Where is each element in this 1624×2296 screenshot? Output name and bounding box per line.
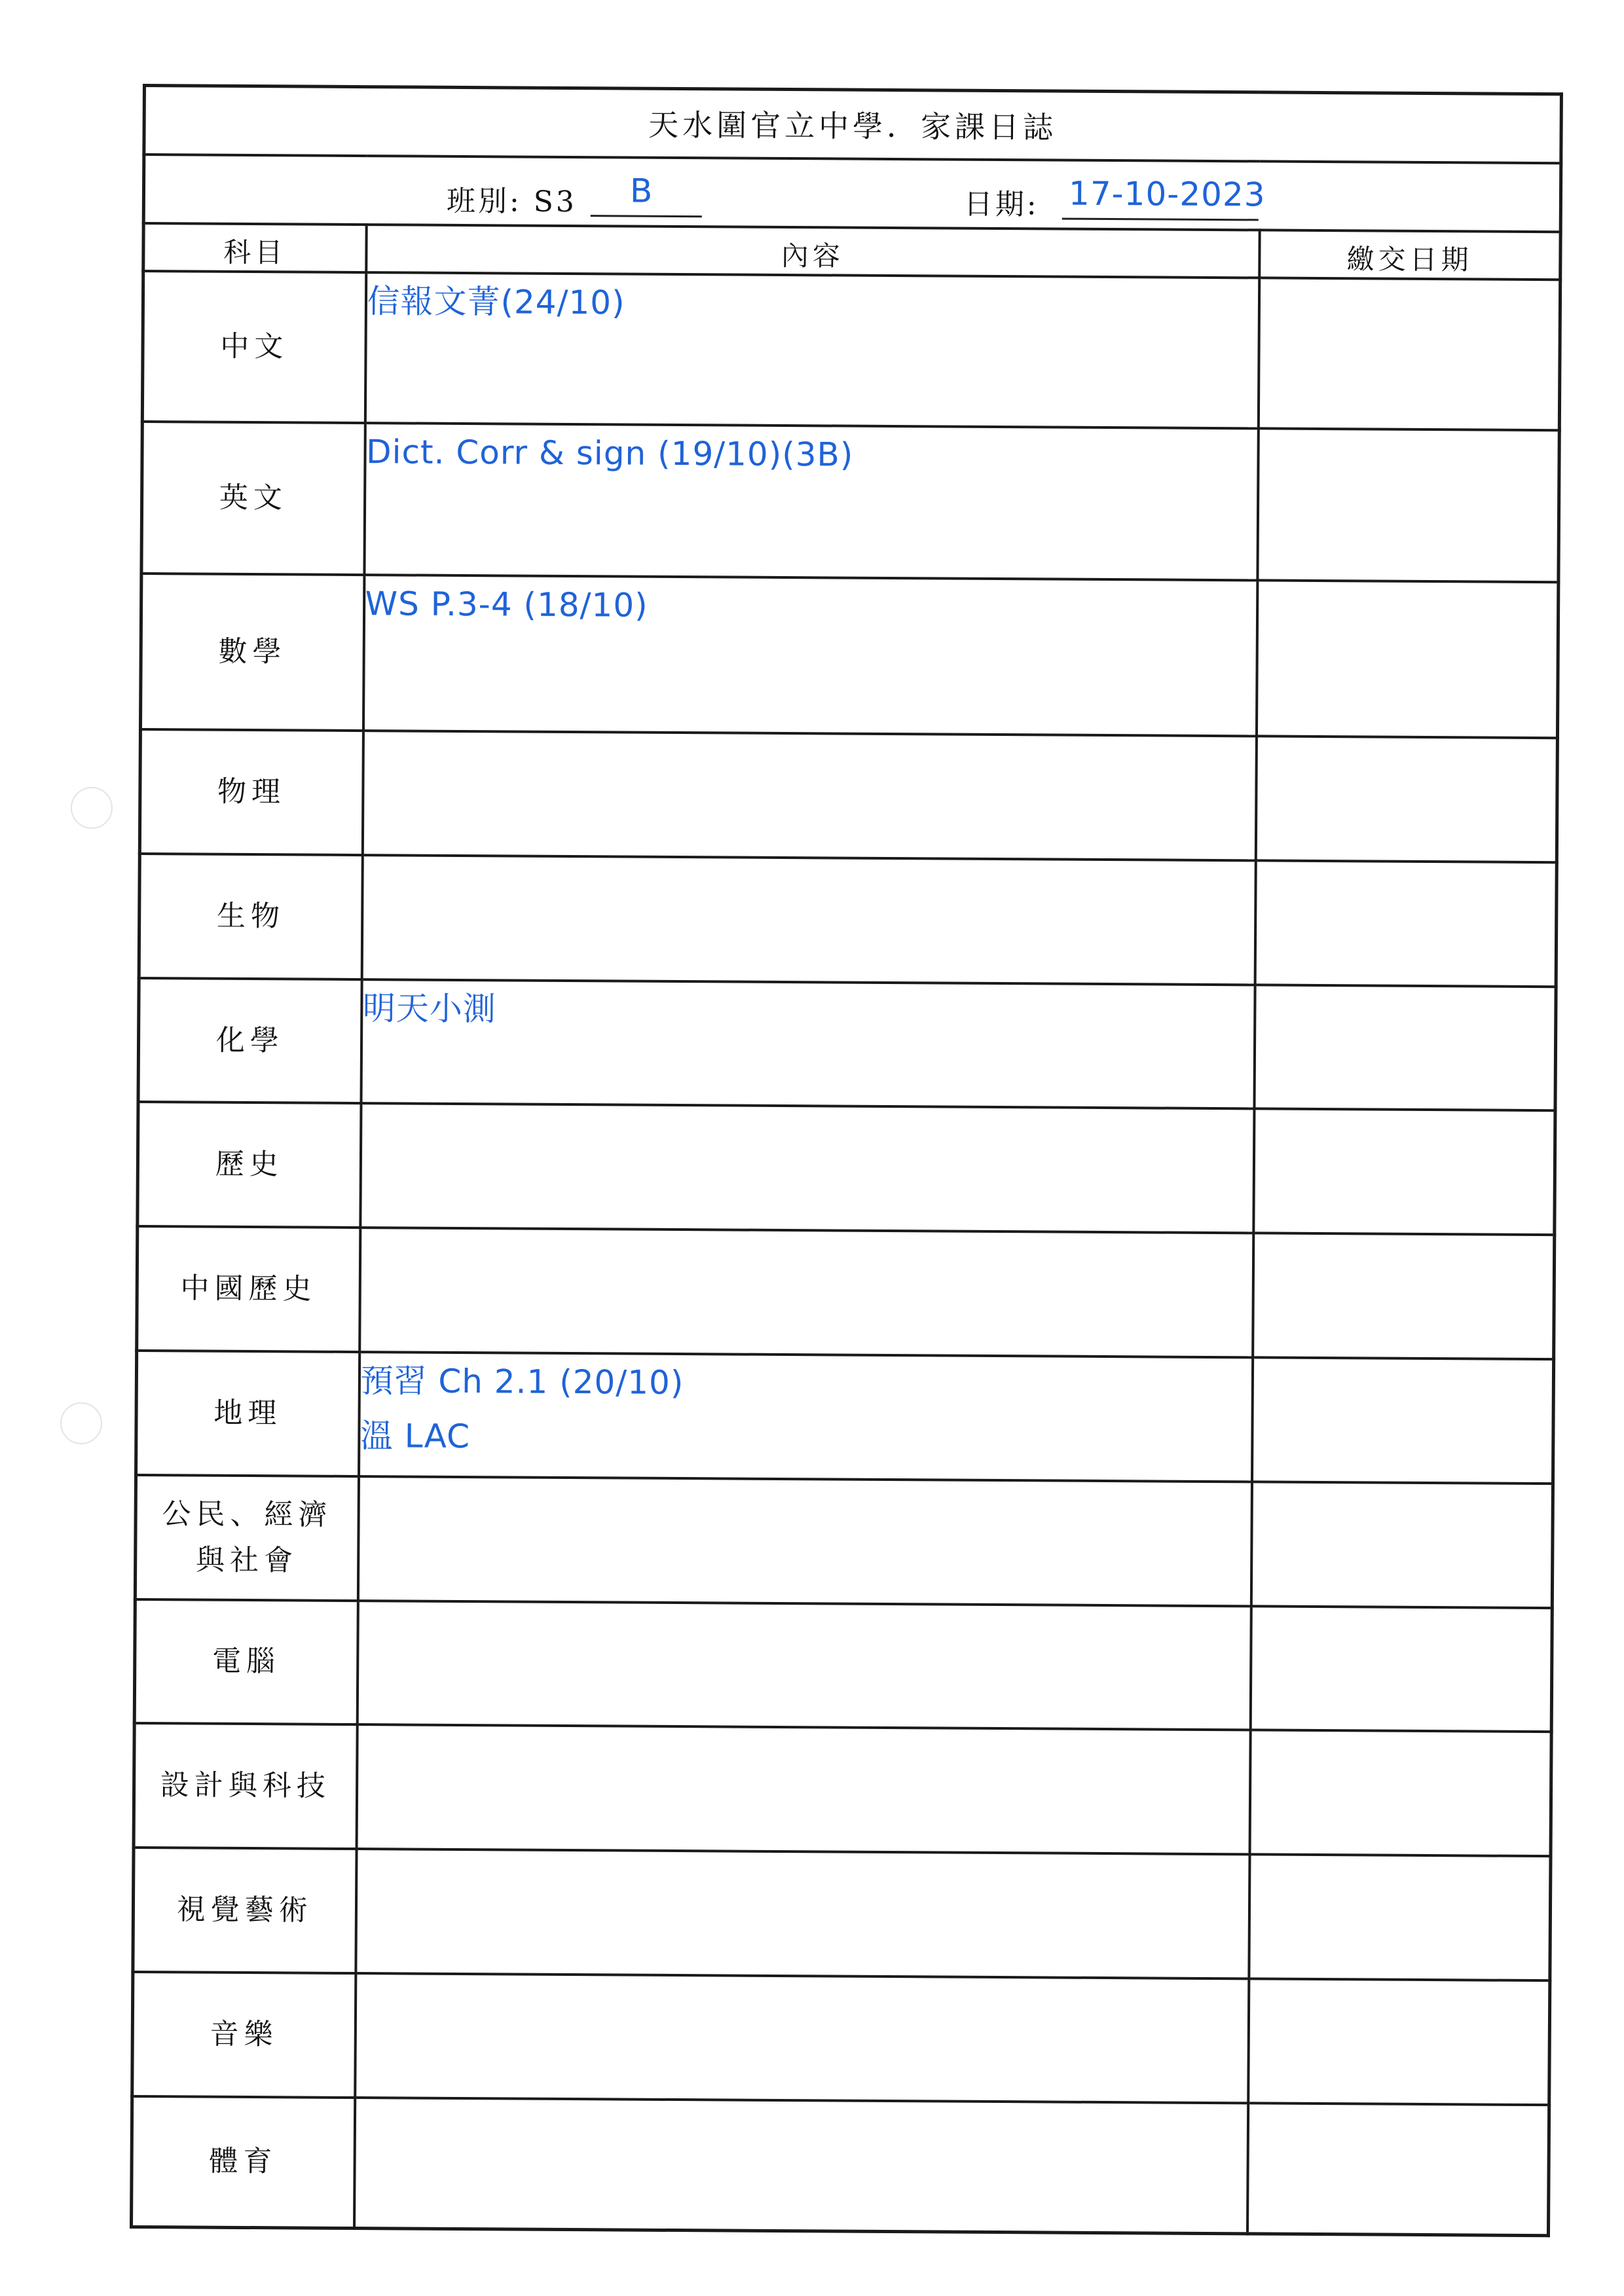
homework-entry: 信報文菁(24/10)	[367, 282, 625, 322]
homework-content-cell	[357, 1601, 1251, 1730]
homework-content-cell	[360, 1104, 1254, 1233]
punch-hole-mark	[71, 787, 113, 829]
subject-name: 音樂	[132, 1972, 356, 2098]
table-row	[141, 422, 1559, 582]
class-value: B	[629, 172, 654, 210]
date-underline	[1062, 218, 1259, 221]
homework-entry: WS P.3-4 (18/10)	[365, 585, 648, 625]
homework-content-cell	[364, 423, 1258, 580]
subject-name: 體育	[132, 2096, 355, 2229]
homework-content-cell	[355, 1973, 1249, 2103]
column-header-subject: 科目	[143, 223, 366, 272]
due-date-cell	[1258, 278, 1560, 430]
table-row	[133, 1848, 1551, 1980]
due-date-cell	[1256, 580, 1558, 738]
table-row	[138, 1102, 1555, 1235]
diary-title: 天水圍官立中學．家課日誌	[144, 86, 1562, 164]
table-row	[136, 1351, 1554, 1484]
class-underline	[591, 215, 702, 217]
homework-content-cell	[359, 1352, 1253, 1482]
subject-name: 物理	[139, 729, 363, 855]
due-date-cell	[1251, 1482, 1553, 1608]
due-date-cell	[1249, 1730, 1551, 1857]
due-date-cell	[1251, 1357, 1553, 1484]
subject-name: 視覺藝術	[133, 1848, 356, 1973]
table-row	[139, 854, 1557, 987]
homework-content-cell	[358, 1476, 1251, 1606]
homework-content-cell	[363, 575, 1257, 737]
table-row	[134, 1599, 1552, 1732]
subject-name: 中文	[142, 271, 365, 423]
subject-name: 生物	[139, 854, 362, 979]
homework-content-cell	[361, 855, 1255, 985]
subject-name: 英文	[141, 422, 365, 575]
table-row	[132, 1972, 1550, 2105]
due-date-cell	[1248, 1978, 1550, 2105]
table-row	[139, 729, 1557, 862]
due-date-cell	[1257, 428, 1559, 582]
homework-content-cell	[356, 1724, 1250, 1854]
subject-rows	[132, 271, 1560, 2236]
due-date-cell	[1247, 2103, 1549, 2236]
homework-diary-table	[130, 84, 1563, 2237]
table-row	[134, 1723, 1551, 1856]
due-date-cell	[1255, 737, 1557, 863]
subject-name: 公民、經濟 與社會	[135, 1475, 358, 1601]
due-date-cell	[1255, 860, 1557, 987]
subject-name: 地理	[136, 1351, 360, 1476]
homework-content-cell	[362, 731, 1256, 860]
due-date-cell	[1249, 1854, 1551, 1980]
subject-name: 設計與科技	[134, 1723, 357, 1849]
homework-diary-sheet	[130, 84, 1560, 2237]
date-label: 日期:	[963, 187, 1039, 222]
homework-entry: 溫 LAC	[360, 1417, 471, 1456]
due-date-cell	[1253, 1233, 1555, 1360]
homework-content-cell	[354, 2098, 1247, 2234]
class-label: 班別: S3	[446, 184, 578, 219]
table-row	[132, 2096, 1549, 2236]
class-date-row	[143, 155, 1561, 232]
column-header-content: 內容	[366, 225, 1259, 278]
homework-entry: 明天小測	[362, 989, 497, 1028]
table-row	[137, 1226, 1555, 1359]
subject-name: 電腦	[134, 1599, 358, 1724]
subject-name: 化學	[138, 978, 361, 1104]
homework-entry: 預習 Ch 2.1 (20/10)	[360, 1362, 684, 1402]
due-date-cell	[1253, 1109, 1555, 1235]
due-date-cell	[1250, 1606, 1552, 1732]
due-date-cell	[1254, 985, 1556, 1111]
subject-name: 數學	[140, 574, 363, 731]
column-header-due-date: 繳交日期	[1259, 230, 1560, 279]
table-row	[140, 574, 1558, 738]
table-row	[138, 978, 1556, 1111]
homework-entry: Dict. Corr & sign (19/10)(3B)	[365, 432, 854, 474]
homework-content-cell	[356, 1849, 1249, 1978]
subject-name: 中國歷史	[137, 1226, 360, 1352]
homework-content-cell	[361, 979, 1255, 1109]
table-row	[135, 1475, 1553, 1608]
date-value: 17-10-2023	[1068, 174, 1266, 214]
homework-content-cell	[365, 272, 1259, 428]
homework-content-cell	[360, 1228, 1253, 1357]
table-row	[142, 271, 1560, 430]
punch-hole-mark	[60, 1402, 102, 1444]
subject-name: 歷史	[138, 1102, 361, 1228]
